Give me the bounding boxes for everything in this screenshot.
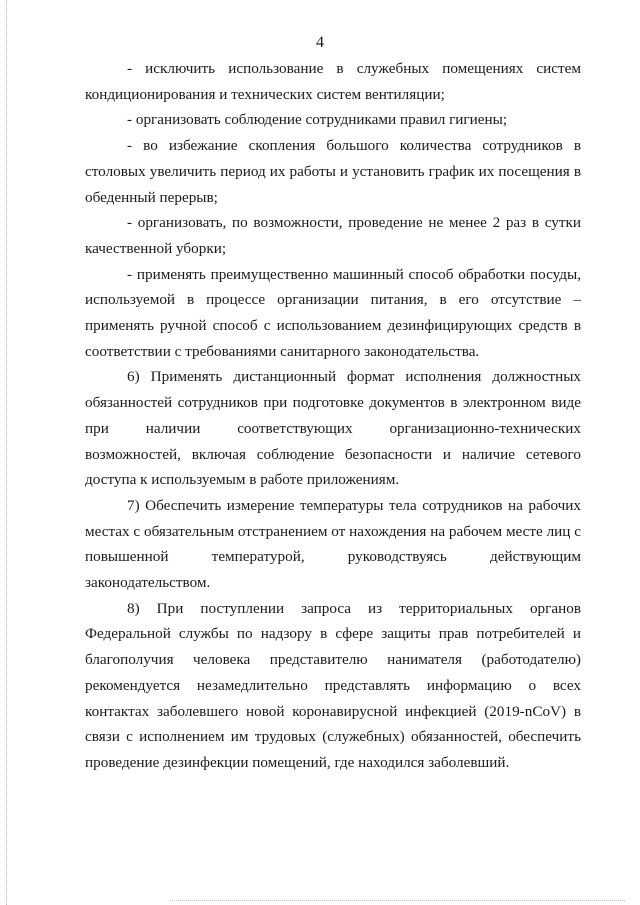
scan-bottom-line xyxy=(170,900,625,901)
paragraph-cleaning: - организовать, по возможности, проведение не менее 2 раз в сутки качественной уборки; xyxy=(85,214,581,257)
page-number: 4 xyxy=(316,34,324,51)
paragraph-temperature-check: 7) Обеспечить измерение температуры тела сотрудников на рабочих местах с обязательным отстранением от нахождения на рабочем месте лиц с повышенной температурой, руководствуясь действующим законодательством. xyxy=(85,496,581,592)
paragraph-dishwashing: - применять преимущественно машинный способ обработки посуды, используемой в процессе организации питания, в его отсутствие – применять ручной способ с использованием дезинфицирующих средств в соответствии с требованиями санитарного законодательства. xyxy=(85,265,581,360)
paragraph-hygiene: - организовать соблюдение сотрудниками правил гигиены; xyxy=(127,111,508,129)
paragraph-remote-work: 6) Применять дистанционный формат исполнения должностных обязанностей сотрудников при подготовке документов в электронном виде при наличии соответствующих организационно-технических возможностей, включая соблюдение безопасности и наличие сетевого доступа к используемым в работе приложениям. xyxy=(85,368,581,489)
document-body xyxy=(85,56,581,776)
scan-margin-line xyxy=(6,0,7,905)
paragraph-disable-ventilation: - исключить использование в служебных помещениях систем кондиционирования и технических систем вентиляции; xyxy=(85,60,581,103)
paragraph-canteen-schedule: - во избежание скопления большого количества сотрудников в столовых увеличить период их работы и установить график их посещения в обеденный перерыв; xyxy=(85,137,581,206)
paragraph-rospotrebnadzor-request: 8) При поступлении запроса из территориальных органов Федеральной службы по надзору в сфере защиты прав потребителей и благополучия человека представителю нанимателя (работодателю) рекомендуется незамедлительно представлять информацию о всех контактах заболевшего новой коронавирусной инфекцией (2019-nCoV) в связи с исполнением им трудовых (служебных) обязанностей, обеспечить проведение дезинфекции помещений, где находился заболевший. xyxy=(85,599,581,771)
